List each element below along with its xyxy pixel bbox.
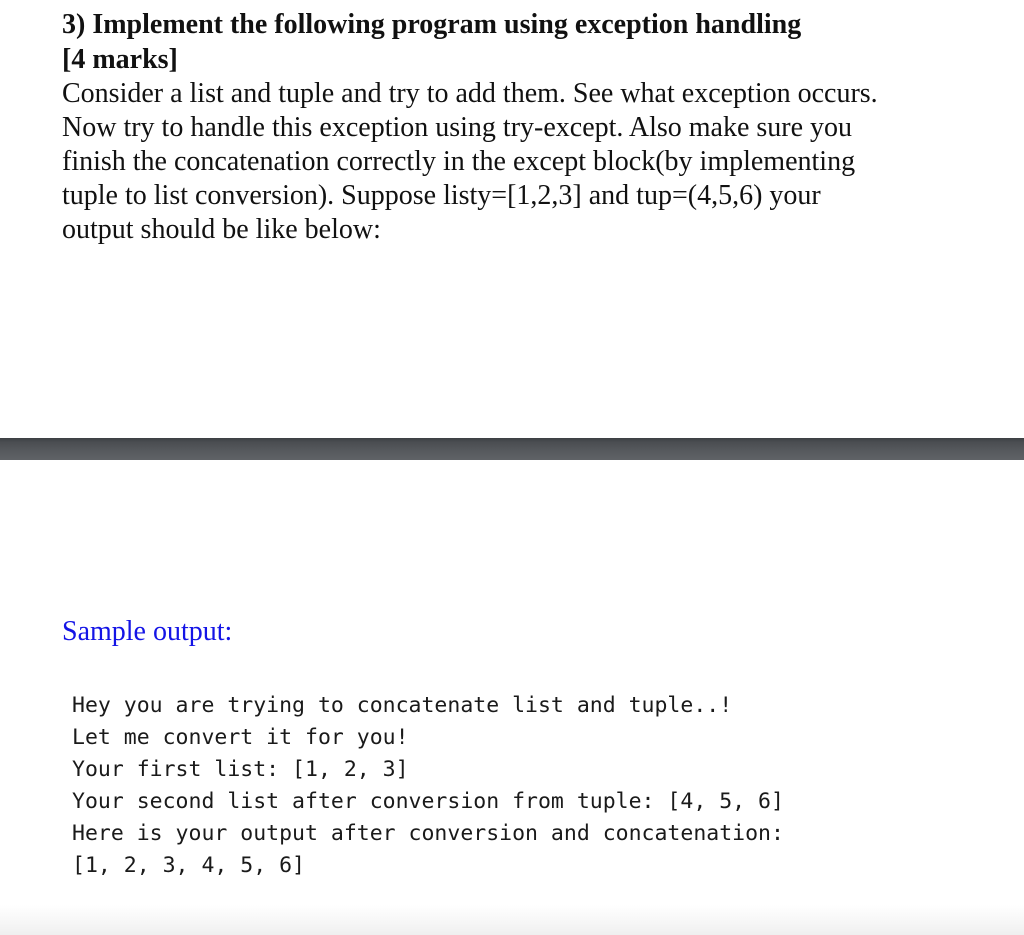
code-line: Here is your output after conversion and concatenation: [72, 821, 784, 846]
question-marks: [4 marks] [62, 44, 178, 75]
sample-output-code [72, 690, 784, 882]
question-body [62, 77, 962, 247]
code-line: Let me convert it for you! [72, 725, 409, 750]
question-title: 3) Implement the following program using exception handling [62, 9, 802, 40]
question-body-line: Consider a list and tuple and try to add them. See what exception occurs. [62, 78, 878, 109]
page-top-section [0, 0, 1024, 438]
question-body-line: Now try to handle this exception using try-except. Also make sure you [62, 112, 853, 143]
bottom-fade [0, 905, 1024, 935]
question-body-line: tuple to list conversion). Suppose listy=[1,2,3] and tup=(4,5,6) your [62, 180, 821, 211]
question-body-line: output should be like below: [62, 214, 381, 245]
code-line: Hey you are trying to concatenate list and tuple..! [72, 693, 733, 718]
code-line: Your second list after conversion from tuple: [4, 5, 6] [72, 789, 784, 814]
code-line: [1, 2, 3, 4, 5, 6] [72, 853, 305, 878]
page-divider-bar [0, 438, 1024, 460]
sample-output-label: Sample output: [62, 616, 233, 647]
code-line: Your first list: [1, 2, 3] [72, 757, 409, 782]
question-body-line: finish the concatenation correctly in the except block(by implementing [62, 146, 856, 177]
